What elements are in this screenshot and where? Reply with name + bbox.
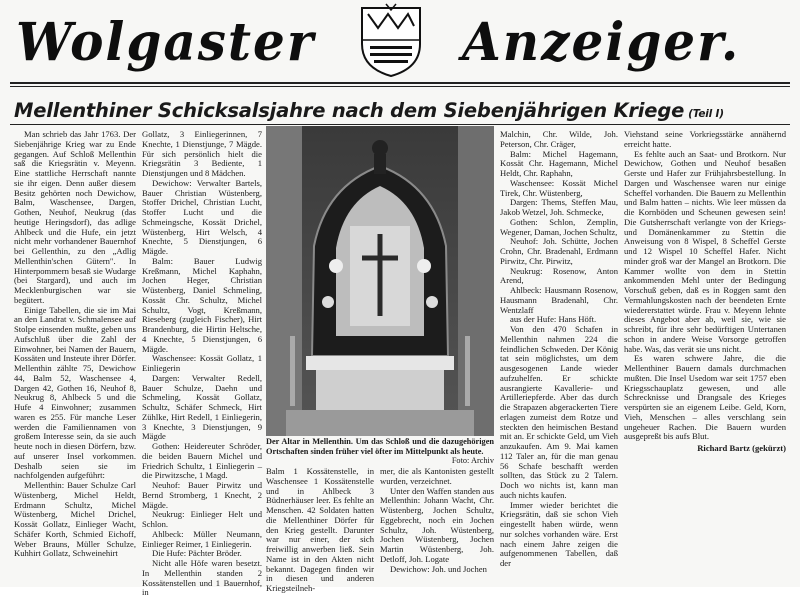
headline-part: (Teil I) — [688, 108, 724, 120]
masthead — [10, 2, 790, 80]
article-column-4 — [500, 130, 618, 582]
paragraph: Es waren schwere Jahre, die die Mellenthiner Bauern damals durchmachen mußten. Die Insel Usedom war seit 1757 eben Kriegsschauplatz gewesen, und alle Schrecknisse und Drangsale des Krieges verspürten sie an eigenem Leibe. Geld, Korn, Vieh, Menschen – alles verschlang sein ungeheuer Rachen. Die Bauern wurden ausgepreßt bis aufs Blut. — [624, 353, 786, 442]
paragraph: Balm: Michel Hagemann, Kossät Chr. Hagemann, Michel Heldt, Chr. Raphahn, — [500, 148, 618, 178]
paragraph: Ahlbeck: Müller Neumann, Einlieger Reimer, 1 Einliegerin. — [142, 528, 262, 549]
paragraph: Ahlbeck: Hausmann Rosenow, Hausmann Bradenahl, Chr. Wentzlaff — [500, 285, 618, 315]
paragraph: Unter den Waffen standen aus Mellenthin: Johann Wacht, Chr. Wüstenberg, Jochen Schultz, Eggebrecht, noch ein Jochen Schultz, Joh. Wüstenberg, Jochen Wüstenberg, Jochen Martin Wüstenberg, Joh. Detloff, Joh. Logate — [380, 485, 494, 564]
headline-title: Mellenthiner Schicksalsjahre nach dem Siebenjährigen Kriege — [14, 99, 685, 122]
headline — [14, 99, 784, 122]
paragraph: Man schrieb das Jahr 1763. Der Siebenjährige Krieg war zu Ende gegangen. Auf Schloß Mellenthin saß die Kriegsrätin v. Meyenn. Eine stattliche Herrschaft nannte sie ihr eigen. Denn außer diesem Besitz gehörten noch Dewichow, Balm, Waschensee, Dargen, Gothen, Neuhof, Neukrug (das heutige Heringsdorf), das adlige Ahlbeck und die Hufe, ein jetzt nicht mehr vorhandener Bauernhof bei Gellenthin, zu den „Adlig Mellenthin'schen Gütern". In Hinterpommern besaß sie Wudarge (bei Stargard), und auch im Mecklenburgischen war sie begütert. — [14, 129, 136, 305]
paragraph: aus der Hufe: Hans Höft. — [510, 314, 597, 325]
coat-of-arms-icon — [356, 4, 426, 78]
paragraph: Neukrug: Einlieger Helt und Schlon. — [142, 509, 262, 529]
author-byline: Richard Bartz (gekürzt) — [697, 443, 786, 453]
paragraph: Neukrug: Rosenow, Anton Arend, — [500, 265, 618, 286]
paragraph: Gollatz, 3 Einliegerinnen, 7 Knechte, 1 Dienstjunge, 7 Mägde. Für sich persönlich hielt die Kriegsrätin 3 Bediente, 1 Dienstjungen und 8 Mädchen. — [142, 129, 262, 178]
photo-credit: Foto: Archiv — [451, 456, 494, 465]
article-column-2-bottom — [266, 466, 374, 593]
paragraph: Malchin, Chr. Wilde, Joh. Peterson, Chr. Cräger, — [500, 129, 618, 149]
paragraph: Einige Tabellen, die sie im Mai an den Landrat v. Schmalensee auf Stolpe einsenden mußte, geben uns Aufschluß über die Zahl der Einwohner, bei Namen der Bauern, Kossäten und Insteute ihrer Dörfer. Mellenthin zählte 75, Dewichow 44, Balm 52, Waschensee 4, Dargen 42, Gothen 16, Neuhof 8, Neukrug 8, Ahlbeck 5 und die Hufe 4 Einwohner; zusammen waren es 255. Für manche Leser werden die Familiennamen von großem Interesse sein, da sie auch heute noch in diesen Dörfern, bzw. auf unserer Insel vorkommen. Deshalb seien sie im nachfolgenden aufgeführt: — [14, 304, 136, 481]
paragraph: Dargen: Thems, Steffen Mau, Jakob Wetzel, Joh. Schmecke, — [500, 197, 618, 217]
top-rule-thin — [10, 86, 790, 87]
paragraph: Nicht alle Höfe waren besetzt. In Mellenthin standen 2 Kossätenstellen und 1 Bauernhof, in — [142, 558, 262, 598]
paragraph: Neuhof: Bauer Pirwitz und Bernd Stromberg, 1 Knecht, 2 Mägde. — [142, 480, 262, 510]
paragraph: Waschensee: Kossät Michel Tirek, Chr. Wüstenberg, — [500, 177, 618, 198]
paragraph: Es fehlte auch an Saat- und Brotkorn. Nur Dewichow, Gothen und Neuhof besaßen Gerste und Hafer zur Frühjahrsbestellung. In Dargen und Waschensee waren nur einige Scheffel vorhanden. Die Bauern zu Mellenthin und Balm hatten – nichts. Wie leer müssen da die Kornböden und Scheunen gewesen sein! Die Gutsherrschaft verlangte von der Kriegs- und Domänenkammer zu Stettin die Anweisung von 8 Wispel, 8 Scheffel Gerste und 12 Wispel 10 Scheffel Hafer. Nicht minder groß war der Mangel an Brotkorn. Die Kammer wollte von dem in Stettin ankommenden Mehl unter der Bedingung Vorschuß geben, daß es in Roggen samt den Vermahlungskosten nach der beendeten Ernte wiedererstattet würde. Frau v. Meyenn lehnte dieses Angebot aber ab, weil sie, wie sie schreibt, für ihre sehr bedürftigen Untertanen schon in andere Weise Vorsorge getroffen habe. Was, das verät sie uns nicht. — [624, 148, 786, 354]
paragraph: Immer wieder berichtet die Kriegsrätin, daß sie schon Vieh eingestellt haben würde, wenn nur solches vorhanden wäre. Erst nach einem Jahre zeigen die aufgenommenen Tabellen, daß der — [500, 499, 618, 568]
paragraph: Dewichow: Joh. und Jochen — [390, 563, 487, 574]
paragraph: Neuhof: Joh. Schütte, Jochen Crohn, Chr. Bradenahl, Erdmann Pirwitz, Chr. Pirwitz, — [500, 236, 618, 266]
altar-photo — [266, 126, 494, 436]
article-column-3-bottom — [380, 467, 494, 583]
paragraph: Viehstand seine Vorkriegsstärke annähernd erreicht hatte. — [624, 129, 786, 149]
masthead-title-right: Anzeiger. — [462, 10, 741, 73]
photo-caption: Der Altar in Mellenthin. Um das Schloß und die dazugehörigen Ortschaften sinden früher viel öfter im Mittelpunkt als heute. — [266, 437, 494, 456]
paragraph: Balm 1 Kossätenstelle, in Waschensee 1 Kossätenstelle und in Ahlbeck 3 Büdnerhäuser leer. Es fehlte an Menschen. 42 Soldaten hatten die Mellenthiner Dörfer für den Krieg gestellt. Darunter war nur einer, der sich freiwillig anwerben ließ. Sein Name ist in den Akten nicht bekannt. Dagegen finden wir in diesen und anderen Kriegsteilneh- — [266, 466, 374, 593]
paragraph: Gothen: Schlon, Zemplin, Wegener, Daman, Jochen Schultz, — [500, 216, 618, 237]
paragraph: Die Hufe: Pächter Bröder. — [152, 548, 242, 559]
paragraph: Mellenthin: Bauer Schulze Carl Wüstenberg, Michel Heldt, Erdmann Schultz, Michel Wüstenberg, Michel Drichel, Kossät Gollatz, Einlieger Wacht, Schäfer Korth, Schmied Eichoff, Weber Brauns, Müller Schulze, Kuhhirt Gollatz, Schweinehirt — [14, 480, 136, 559]
article-column-5 — [624, 130, 786, 582]
top-rule — [10, 82, 790, 84]
paragraph: mer, die als Kantonisten gestellt wurden, verzeichnet. — [380, 466, 494, 486]
paragraph: Dargen: Verwalter Redell, Bauer Schulze, Daehn und Schmeling, Kossät Gollatz, Schultz, Schäfer Schmeck, Hirt Zühlke, Hirt Redell, 1 Einliegerin, 3 Knechte, 3 Dienstjungen, 9 Mägde — [142, 372, 262, 442]
paragraph: Von den 470 Schafen in Mellenthin nahmen 224 die feindlichen Schweden. Der König tat sein möglichstes, um dem ausgesogenen Lande wieder aufzuhelfen. Er schickte ausrangierte Kavallerie- und Artilleriepferde. Aber das durch die Strapazen abgerackerten Tiere erlagen zumeist dem Rotze und steckten den heimischen Bestand mit an. Er schickte Geld, um Vieh anzukaufen. Am 9. Mai kamen 112 Taler an, für die man genau 56 Schafe beschafft werden sollten, das Stück zu 2 Talern. Doch wo nichts ist, kann man auch nichts kaufen. — [500, 324, 618, 500]
article-column-2-top — [142, 129, 262, 598]
masthead-title-left: Wolgaster — [16, 10, 316, 73]
headline-rule — [10, 124, 790, 125]
paragraph: Gothen: Heidereuter Schröder, die beiden Bauern Michel und Friedrich Schultz, 1 Einliegerin – die Pirwitzsche, 1 Magd. — [142, 441, 262, 481]
article-column-1 — [14, 130, 136, 582]
paragraph: Dewichow: Verwalter Bartels, Bauer Christian Wüstenberg, Stoffer Drichel, Christian Lucht, Stoffer Lucht und die Schmeingsche, Kossät Drichel, Wüstenberg, Hirt Welsch, 4 Knechte, 5 Dienstjungen, 6 Mägde. — [142, 177, 262, 256]
paragraph: Balm: Bauer Ludwig Kreßmann, Michel Kaphahn, Jochen Heger, Christian Wüstenberg, Daniel Schmeling, Kossät Chr. Schultz, Michel Schultz, Vogt, Kreßmann, Rieseberg (zugleich Fischer), Hirt Brandenburg, die Hirtin Heltsche, 4 Knechte, 5 Dienstjungen, 6 Mägde. — [142, 255, 262, 354]
paragraph: Waschensee: Kossät Gollatz, 1 Einliegerin — [142, 353, 262, 373]
altar-image — [266, 126, 494, 436]
